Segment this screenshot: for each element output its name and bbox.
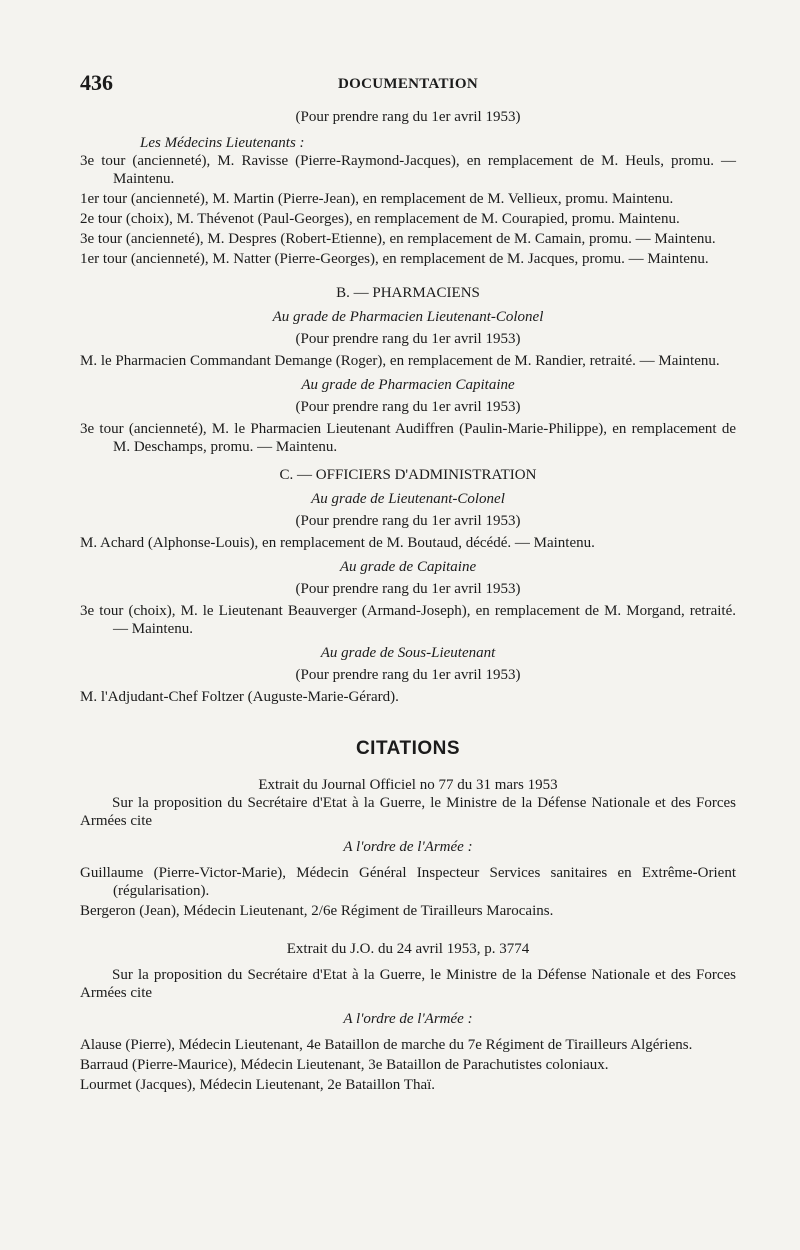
page-number: 436: [80, 70, 113, 95]
running-title: DOCUMENTATION: [338, 76, 479, 92]
subheading-medecins-lieutenants: Les Médecins Lieutenants :: [140, 135, 305, 151]
entry-audiffren: 3e tour (ancienneté), M. le Pharmacien Lieutenant Audiffren (Paulin-Marie-Philippe), en remplacement de M. Deschamps, promu. — Maintenu.: [80, 421, 736, 455]
entry-foltzer: M. l'Adjudant-Chef Foltzer (Auguste-Marie-Gérard).: [80, 689, 399, 705]
citation-alause: Alause (Pierre), Médecin Lieutenant, 4e Bataillon de marche du 7e Régiment de Tirailleurs Algériens.: [80, 1037, 693, 1053]
citation-barraud: Barraud (Pierre-Maurice), Médecin Lieutenant, 3e Bataillon de Parachutistes coloniaux.: [80, 1057, 609, 1073]
entry-demange: M. le Pharmacien Commandant Demange (Roger), en remplacement de M. Randier, retraité. — Maintenu.: [80, 353, 720, 369]
entry-despres: 3e tour (ancienneté), M. Despres (Robert-Etienne), en remplacement de M. Camain, promu. — Maintenu.: [80, 231, 716, 247]
entry-achard: M. Achard (Alphonse-Louis), en remplacement de M. Boutaud, décédé. — Maintenu.: [80, 535, 595, 551]
grade-pharmacien-lt-col: Au grade de Pharmacien Lieutenant-Colonel: [272, 309, 544, 325]
entry-ravisse: 3e tour (ancienneté), M. Ravisse (Pierre-Raymond-Jacques), en remplacement de M. Heuls, promu. — Maintenu.: [80, 153, 736, 187]
extract-2: Extrait du J.O. du 24 avril 1953, p. 3774: [286, 941, 530, 957]
citation-lourmet: Lourmet (Jacques), Médecin Lieutenant, 2e Bataillon Thaï.: [80, 1077, 436, 1093]
order-2: A l'ordre de l'Armée :: [343, 1011, 473, 1027]
page-body: [80, 108, 736, 1096]
order-1: A l'ordre de l'Armée :: [343, 839, 473, 855]
grade-lt-col: Au grade de Lieutenant-Colonel: [311, 491, 505, 507]
section-title-pharmaciens: B. — PHARMACIENS: [336, 285, 480, 301]
grade-sous-lieutenant: Au grade de Sous-Lieutenant: [320, 645, 496, 661]
citation-guillaume: Guillaume (Pierre-Victor-Marie), Médecin Général Inspecteur Services sanitaires en Extrême-Orient (régularisation).: [80, 865, 736, 899]
intro-2: Sur la proposition du Secrétaire d'Etat à la Guerre, le Ministre de la Défense Nationale et des Forces Armées cite: [80, 967, 736, 1001]
intro-1: Sur la proposition du Secrétaire d'Etat à la Guerre, le Ministre de la Défense Nationale et des Forces Armées cite: [80, 795, 736, 829]
grade-capitaine: Au grade de Capitaine: [339, 559, 477, 575]
entry-martin: 1er tour (ancienneté), M. Martin (Pierre-Jean), en remplacement de M. Vellieux, promu. Maintenu.: [80, 191, 674, 207]
entry-beauverger: 3e tour (choix), M. le Lieutenant Beauverger (Armand-Joseph), en remplacement de M. Morgand, retraité. — Maintenu.: [80, 603, 736, 637]
entry-thevenot: 2e tour (choix), M. Thévenot (Paul-Georges), en remplacement de M. Courapied, promu. Maintenu.: [80, 211, 680, 227]
rank-date-pharm-1: (Pour prendre rang du 1er avril 1953): [295, 331, 521, 347]
grade-pharmacien-capitaine: Au grade de Pharmacien Capitaine: [301, 377, 515, 393]
citation-bergeron: Bergeron (Jean), Médecin Lieutenant, 2/6e Régiment de Tirailleurs Marocains.: [80, 903, 554, 919]
rank-date-admin-3: (Pour prendre rang du 1er avril 1953): [295, 667, 521, 683]
extract-1: Extrait du Journal Officiel no 77 du 31 mars 1953: [258, 777, 558, 793]
section-title-administration: C. — OFFICIERS D'ADMINISTRATION: [279, 467, 537, 483]
rank-date-pharm-2: (Pour prendre rang du 1er avril 1953): [295, 399, 521, 415]
rank-date-top: (Pour prendre rang du 1er avril 1953): [295, 109, 521, 125]
citations-title: CITATIONS: [355, 738, 461, 759]
rank-date-admin-2: (Pour prendre rang du 1er avril 1953): [295, 581, 521, 597]
entry-natter: 1er tour (ancienneté), M. Natter (Pierre-Georges), en remplacement de M. Jacques, promu. — Maintenu.: [80, 251, 709, 267]
rank-date-admin-1: (Pour prendre rang du 1er avril 1953): [295, 513, 521, 529]
